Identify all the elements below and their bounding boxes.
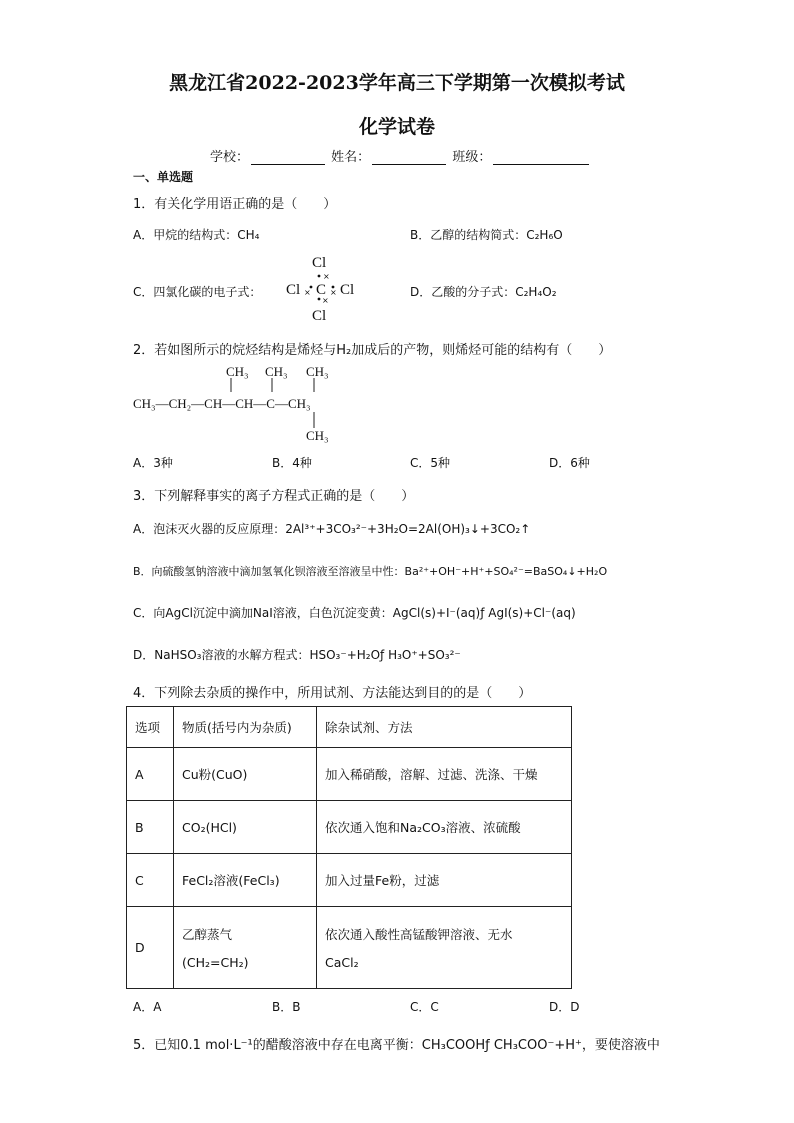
svg-text:×: × (304, 288, 311, 297)
row-d-method-cell (317, 907, 572, 989)
row-d-method-cont: CaCl₂ (325, 955, 359, 970)
cl-left: Cl (286, 282, 301, 298)
svg-text:×: × (322, 296, 329, 305)
q4-option-d: D．D (549, 1000, 580, 1014)
row-c-option: C (127, 854, 174, 907)
q1-option-c: C．四氯化碳的电子式： (133, 285, 262, 299)
cl-right: Cl (340, 282, 355, 298)
section-heading: 一、单选题 (133, 170, 194, 184)
q2-option-c: C．5种 (410, 456, 451, 470)
row-c-substance: FeCl₂溶液(FeCl₃) (174, 854, 317, 907)
q2-option-d: D．6种 (549, 456, 590, 470)
class-label: 班级： (452, 150, 492, 165)
branch-ch3-bottom: CH₃ (306, 428, 329, 443)
header-method: 除杂试剂、方法 (317, 707, 572, 748)
q4-option-b: B．B (272, 1000, 301, 1014)
row-a-option: A (127, 748, 174, 801)
cl-bottom: Cl (312, 308, 327, 324)
row-c-method: 加入过量Fe粉，过滤 (317, 854, 572, 907)
branch-ch3-3: CH₃ (306, 364, 329, 379)
row-a-substance: Cu粉(CuO) (174, 748, 317, 801)
q3-option-c: C．向AgCl沉淀中滴加NaI溶液，白色沉淀变黄：AgCl(s)+I⁻(aq)ƒ AgI(s)+Cl⁻(aq) (133, 606, 576, 620)
impurity-table (126, 706, 572, 989)
table-header-row (127, 707, 572, 748)
q4-option-a: A．A (133, 1000, 162, 1014)
row-a-method: 加入稀硝酸，溶解、过滤、洗涤、干燥 (317, 748, 572, 801)
q2-stem: 2．若如图所示的烷烃结构是烯烃与H₂加成后的产物，则烯烃可能的结构有（ ） (133, 343, 612, 358)
row-b-substance: CO₂(HCl) (174, 801, 317, 854)
q1-stem: 1．有关化学用语正确的是（ ） (133, 197, 337, 212)
q3-option-d: D．NaHSO₃溶液的水解方程式：HSO₃⁻+H₂Oƒ H₃O⁺+SO₃²⁻ (133, 648, 461, 662)
q1-option-d: D．乙酸的分子式：C₂H₄O₂ (410, 285, 557, 299)
q5-stem: 5．已知0.1 mol·L⁻¹的醋酸溶液中存在电离平衡：CH₃COOHƒ CH₃COO⁻+H⁺，要使溶液中 (133, 1038, 660, 1053)
svg-text:×: × (323, 272, 330, 281)
cl-top: Cl (312, 255, 327, 271)
q3-stem: 3．下列解释事实的离子方程式正确的是（ ） (133, 489, 415, 504)
table-row (127, 907, 572, 989)
school-label: 学校： (210, 150, 250, 165)
q1-option-a: A．甲烷的结构式：CH₄ (133, 228, 260, 242)
row-d-substance-cell (174, 907, 317, 989)
row-d-method: 依次通入酸性高锰酸钾溶液、无水 (325, 927, 513, 942)
name-blank (372, 152, 446, 165)
q4-option-c: C．C (410, 1000, 439, 1014)
branch-ch3-2: CH₃ (265, 364, 288, 379)
student-info-line (210, 146, 591, 165)
table-row (127, 748, 572, 801)
q3-option-a: A．泡沫灭火器的反应原理：2Al³⁺+3CO₃²⁻+3H₂O=2Al(OH)₃↓+3CO₂↑ (133, 522, 531, 536)
row-d-option: D (127, 907, 174, 989)
main-chain: CH₃—CH₂—CH—CH—C—CH₃ (133, 396, 311, 411)
svg-text:×: × (330, 288, 337, 297)
row-b-option: B (127, 801, 174, 854)
q4-stem: 4．下列除去杂质的操作中，所用试剂、方法能达到目的的是（ ） (133, 686, 532, 701)
q2-option-b: B．4种 (272, 456, 312, 470)
c-center: C (316, 282, 327, 298)
table-row (127, 801, 572, 854)
exam-title: 黑龙江省2022-2023学年高三下学期第一次模拟考试 (169, 72, 625, 94)
row-b-method: 依次通入饱和Na₂CO₃溶液、浓硫酸 (317, 801, 572, 854)
row-d-substance: 乙醇蒸气 (182, 927, 233, 942)
branch-ch3-1: CH₃ (226, 364, 249, 379)
class-blank (493, 152, 589, 165)
row-d-impurity: (CH₂=CH₂) (182, 955, 249, 970)
q1-option-b: B．乙醇的结构简式：C₂H₆O (410, 228, 563, 242)
header-option: 选项 (127, 707, 174, 748)
q2-option-a: A．3种 (133, 456, 173, 470)
q3-option-b: B．向硫酸氢钠溶液中滴加氢氧化钡溶液至溶液呈中性：Ba²⁺+OH⁻+H⁺+SO₄²⁻=BaSO₄↓+H₂O (133, 565, 608, 578)
name-label: 姓名： (331, 150, 371, 165)
electron-dots (300, 268, 342, 308)
exam-subtitle: 化学试卷 (358, 116, 435, 138)
table-row (127, 854, 572, 907)
school-blank (251, 152, 325, 165)
header-substance: 物质(括号内为杂质) (174, 707, 317, 748)
